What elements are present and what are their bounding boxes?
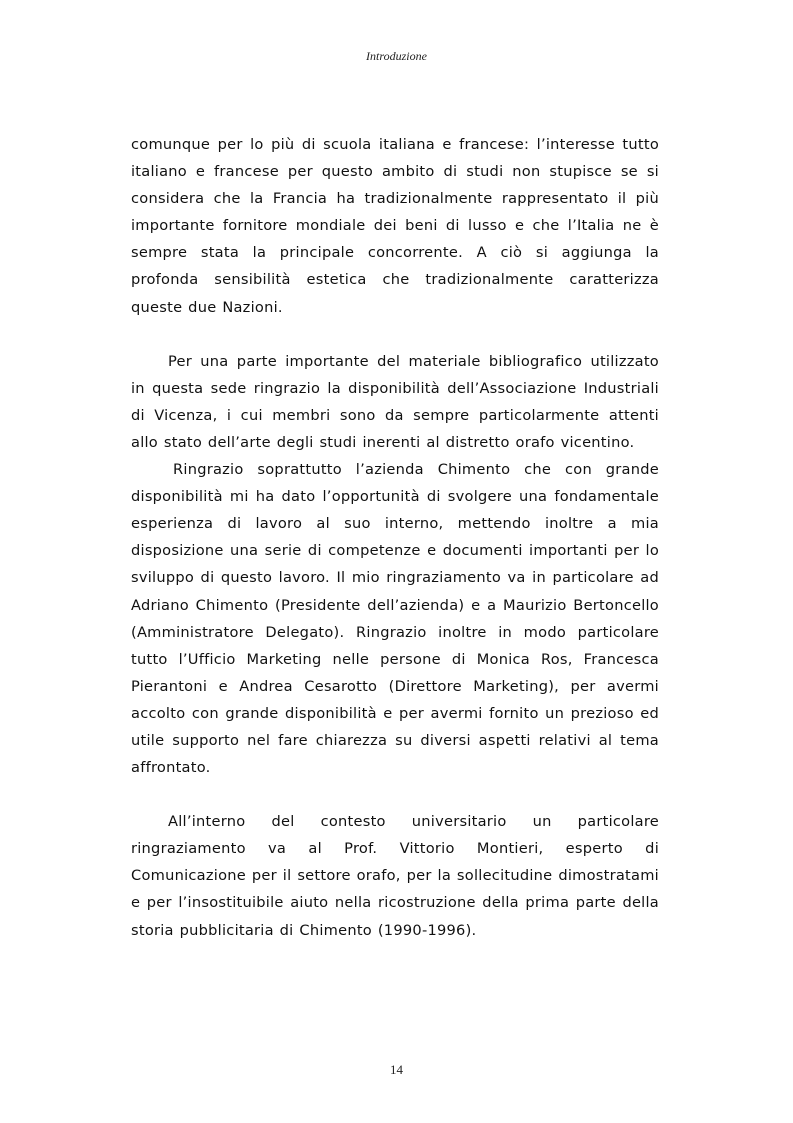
page-body <box>131 131 659 944</box>
paragraph-company-thanks: Ringrazio soprattutto l’azienda Chimento che con grande disponibilità mi ha dato l’opportunità di svolgere una fondamentale esperienza di lavoro al suo interno, mettendo inoltre a mia disposizione una serie di competenze e documenti importanti per lo sviluppo di questo lavoro. Il mio ringraziamento va in particolare ad Adriano Chimento (Presidente dell’azienda) e a Maurizio Bertoncello (Amministratore Delegato). Ringrazio inoltre in modo particolare tutto l’Ufficio Marketing nelle persone di Monica Ros, Francesca Pierantoni e Andrea Cesarotto (Direttore Marketing), per avermi accolto con grande disponibilità e per avermi fornito un prezioso ed utile supporto nel fare chiarezza su diversi aspetti relativi al tema affrontato. <box>131 461 659 777</box>
paragraph-university-thanks: All’interno del contesto universitario un particolare ringraziamento va al Prof. Vittorio Montieri, esperto di Comunicazione per il settore orafo, per la sollecitudine dimostratami e per l’insostituibile aiuto nella ricostruzione della prima parte della storia pubblicitaria di Chimento (1990-1996). <box>131 813 659 939</box>
running-header: Introduzione <box>366 49 427 63</box>
paragraph-bibliography-thanks: Per una parte importante del materiale bibliografico utilizzato in questa sede ringrazio la disponibilità dell’Associazione Industriali di Vicenza, i cui membri sono da sempre particolarmente attenti allo stato dell’arte degli studi inerenti al distretto orafo vicentino. <box>131 352 659 451</box>
page-number: 14 <box>390 1062 403 1077</box>
paragraph-continuation: comunque per lo più di scuola italiana e francese: l’interesse tutto italiano e francese per questo ambito di studi non stupisce se si considera che la Francia ha tradizionalmente rappresentato il più importante fornitore mondiale dei beni di lusso e che l’Italia ne è sempre stata la principale concorrente. A ciò si aggiunga la profonda sensibilità estetica che tradizionalmente caratterizza queste due Nazioni. <box>131 136 659 316</box>
